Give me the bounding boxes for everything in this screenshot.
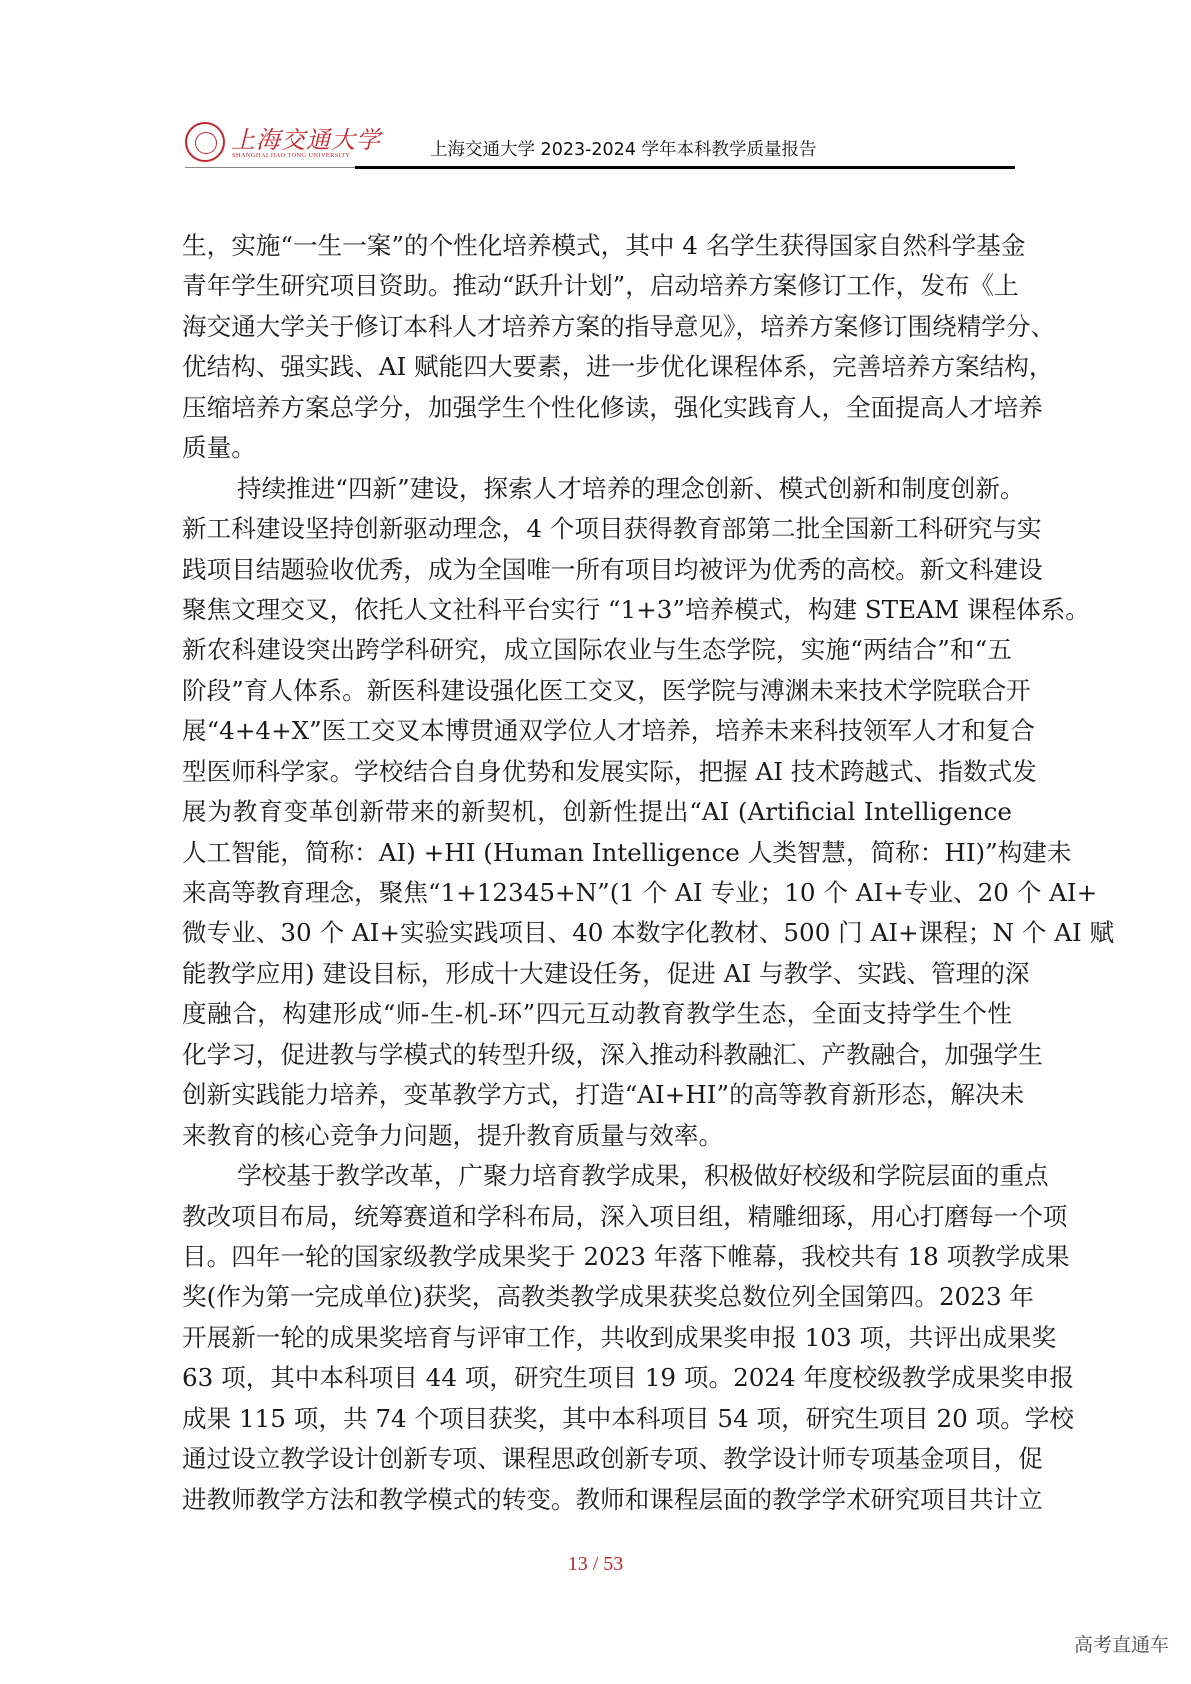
text-line: 教改项目布局，统筹赛道和学科布局，深入项目组，精雕细琢，用心打磨每一个项 bbox=[182, 1201, 1068, 1231]
header-divider-thin bbox=[185, 167, 355, 168]
text-line: 63 项，其中本科项目 44 项，研究生项目 19 项。2024 年度校级教学成果奖申报 bbox=[182, 1363, 1075, 1393]
logo-english-name: SHANGHAI JIAO TONG UNIVERSITY bbox=[232, 152, 351, 159]
text-line: 进教师教学方法和教学模式的转变。教师和课程层面的教学学术研究项目共计立 bbox=[182, 1484, 1043, 1514]
text-line: 型医师科学家。学校结合自身优势和发展实际，把握 AI 技术跨越式、指数式发 bbox=[182, 756, 1037, 786]
text-line: 压缩培养方案总学分，加强学生个性化修读，强化实践育人，全面提高人才培养 bbox=[182, 392, 1043, 422]
text-line: 化学习，促进教与学模式的转型升级，深入推动科教融汇、产教融合，加强学生 bbox=[182, 1039, 1043, 1069]
text-line: 展为教育变革创新带来的新契机，创新性提出“AI (Artificial Intelligence bbox=[182, 797, 1012, 827]
text-line: 展“4+4+X”医工交叉本博贯通双学位人才培养，培养未来科技领军人才和复合 bbox=[182, 716, 1035, 746]
text-line: 微专业、30 个 AI+实验实践项目、40 本数字化教材、500 门 AI+课程；N 个 AI 赋 bbox=[182, 918, 1115, 948]
page-number: 13 / 53 bbox=[567, 1553, 624, 1575]
report-title: 上海交通大学 2023-2024 学年本科教学质量报告 bbox=[430, 140, 817, 160]
text-line: 海交通大学关于修订本科人才培养方案的指导意见》，培养方案修订围绕精学分、 bbox=[182, 311, 1056, 341]
text-line: 能教学应用) 建设目标，形成十大建设任务，促进 AI 与教学、实践、管理的深 bbox=[182, 958, 1030, 988]
text-line: 创新实践能力培养，变革教学方式，打造“AI+HI”的高等教育新形态，解决未 bbox=[182, 1080, 1025, 1110]
text-line: 新农科建设突出跨学科研究，成立国际农业与生态学院，实施“两结合”和“五 bbox=[182, 635, 1012, 665]
paragraph-start: 学校基于教学改革，广聚力培育教学成果，积极做好校级和学院层面的重点 bbox=[237, 1161, 1049, 1191]
logo-chinese-name: 上海交通大学 bbox=[231, 126, 381, 154]
text-line: 生，实施“一生一案”的个性化培养模式，其中 4 名学生获得国家自然科学基金 bbox=[182, 231, 1026, 260]
text-line: 奖(作为第一完成单位)获奖，高教类教学成果获奖总数位列全国第四。2023 年 bbox=[182, 1282, 1035, 1312]
university-seal-icon bbox=[185, 122, 225, 162]
body-text bbox=[182, 226, 1115, 1520]
text-line: 新工科建设坚持创新驱动理念，4 个项目获得教育部第二批全国新工科研究与实 bbox=[182, 514, 1042, 544]
text-line: 通过设立教学设计创新专项、课程思政创新专项、教学设计师专项基金项目，促 bbox=[182, 1444, 1043, 1474]
text-line: 来高等教育理念，聚焦“1+12345+N”(1 个 AI 专业；10 个 AI+专业、20 个 AI+ bbox=[182, 878, 1098, 907]
text-line: 人工智能，简称：AI) +HI (Human Intelligence 人类智慧，简称：HI)”构建未 bbox=[182, 837, 1072, 867]
text-line: 阶段”育人体系。新医科建设强化医工交叉，医学院与溥渊未来技术学院联合开 bbox=[182, 675, 1031, 705]
text-line: 目。四年一轮的国家级教学成果奖于 2023 年落下帷幕，我校共有 18 项教学成果 bbox=[182, 1241, 1070, 1271]
text-line: 践项目结题验收优秀，成为全国唯一所有项目均被评为优秀的高校。新文科建设 bbox=[182, 554, 1043, 584]
header-divider bbox=[355, 166, 1015, 169]
university-logo bbox=[185, 122, 381, 166]
text-line: 开展新一轮的成果奖培育与评审工作，共收到成果奖申报 103 项，共评出成果奖 bbox=[182, 1322, 1057, 1352]
text-line: 来教育的核心竞争力问题，提升教育质量与效率。 bbox=[182, 1120, 724, 1150]
page-header bbox=[185, 120, 1015, 170]
text-line: 度融合，构建形成“师-生-机-环”四元互动教育教学生态，全面支持学生个性 bbox=[182, 999, 1012, 1029]
watermark: 高考直通车 bbox=[1073, 1634, 1169, 1656]
paragraph-start: 持续推进“四新”建设，探索人才培养的理念创新、模式创新和制度创新。 bbox=[237, 473, 1025, 503]
text-line: 青年学生研究项目资助。推动“跃升计划”，启动培养方案修订工作，发布《上 bbox=[182, 271, 1019, 301]
text-line: 质量。 bbox=[182, 433, 256, 463]
text-line: 聚焦文理交叉，依托人文社科平台实行 “1+3”培养模式，构建 STEAM 课程体系。 bbox=[182, 594, 1090, 624]
text-line: 优结构、强实践、AI 赋能四大要素，进一步优化课程体系，完善培养方案结构， bbox=[182, 352, 1054, 382]
text-line: 成果 115 项，共 74 个项目获奖，其中本科项目 54 项，研究生项目 20 项。学校 bbox=[182, 1403, 1074, 1433]
